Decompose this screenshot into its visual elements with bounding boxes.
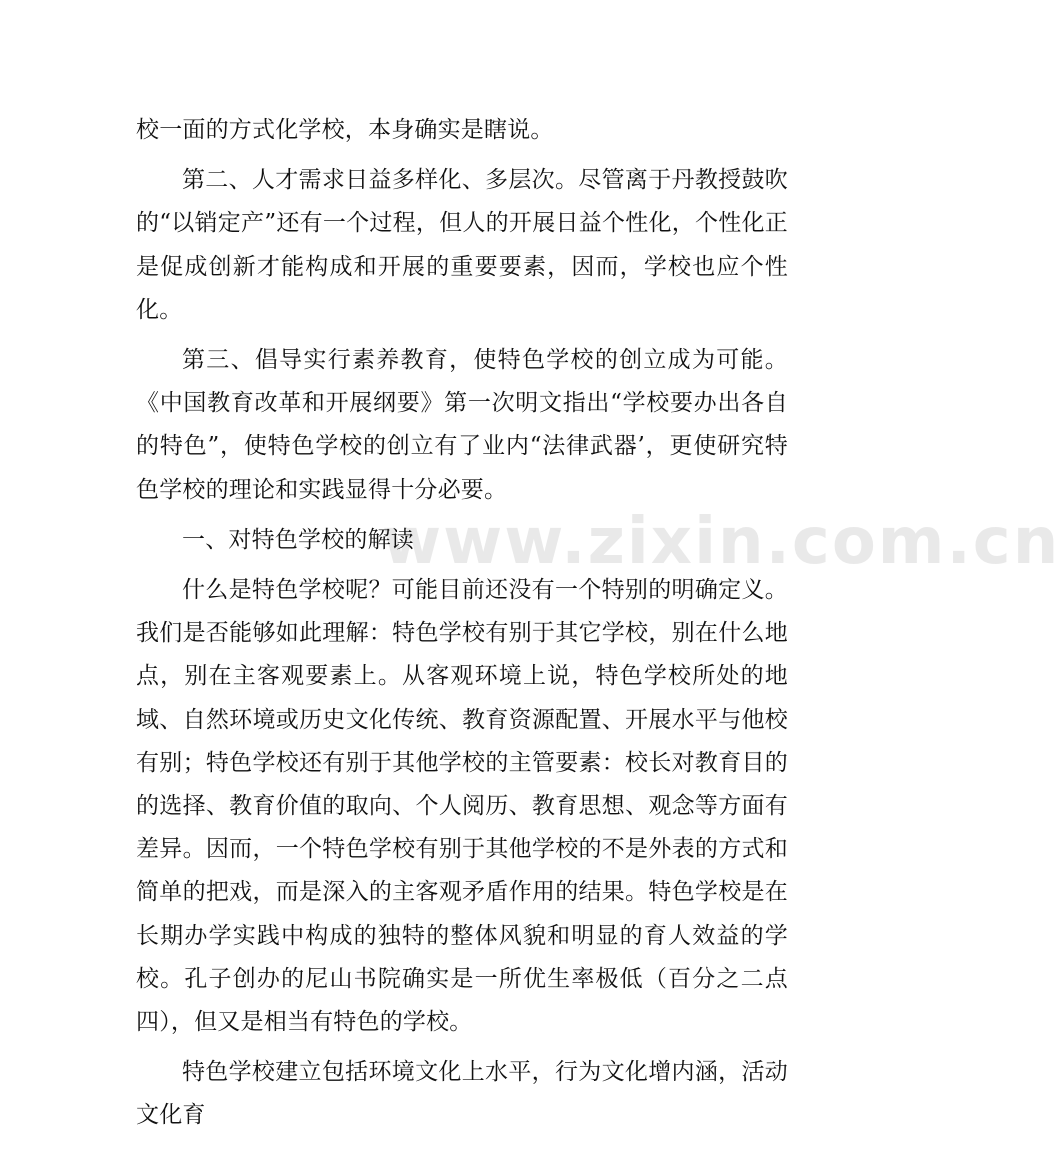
document-body xyxy=(136,109,788,1138)
paragraph-second-point: 第二、人才需求日益多样化、多层次。尽管离于丹教授鼓吹的“以销定产”还有一个过程，但人的开展日益个性化，个性化正是促成创新才能构成和开展的重要要素，因而，学校也应个性化。 xyxy=(136,167,788,323)
paragraph-definition: 什么是特色学校呢？可能目前还没有一个特别的明确定义。我们是否能够如此理解：特色学校有别于其它学校，别在什么地点，别在主客观要素上。从客观环境上说，特色学校所处的地域、自然环境或历史文化传统、教育资源配置、开展水平与他校有别；特色学校还有别于其他学校的主管要素：校长对教育目的的选择、教育价值的取向、个人阅历、教育思想、观念等方面有差异。因而，一个特色学校有别于其他学校的不是外表的方式和简单的把戏，而是深入的主客观矛盾作用的结果。特色学校是在长期办学实践中构成的独特的整体风貌和明显的育人效益的学校。孔子创办的尼山书院确实是一所优生率极低（百分之二点四），但又是相当有特色的学校。 xyxy=(136,577,788,1036)
paragraph-third-point: 第三、倡导实行素养教育，使特色学校的创立成为可能。《中国教育改革和开展纲要》第一次明文指出“学校要办出各自的特色”，使特色学校的创立有了业内“法律武器’，更使研究特色学校的理论和实践显得十分必要。 xyxy=(136,347,788,503)
paragraph-continuation: 校一面的方式化学校，本身确实是瞎说。 xyxy=(136,117,554,143)
watermark: www.zixin.com.cn xyxy=(382,505,1060,579)
section-heading: 一、对特色学校的解读 xyxy=(182,526,414,553)
paragraph-construction: 特色学校建立包括环境文化上水平，行为文化增内涵，活动文化育 xyxy=(136,1059,788,1129)
